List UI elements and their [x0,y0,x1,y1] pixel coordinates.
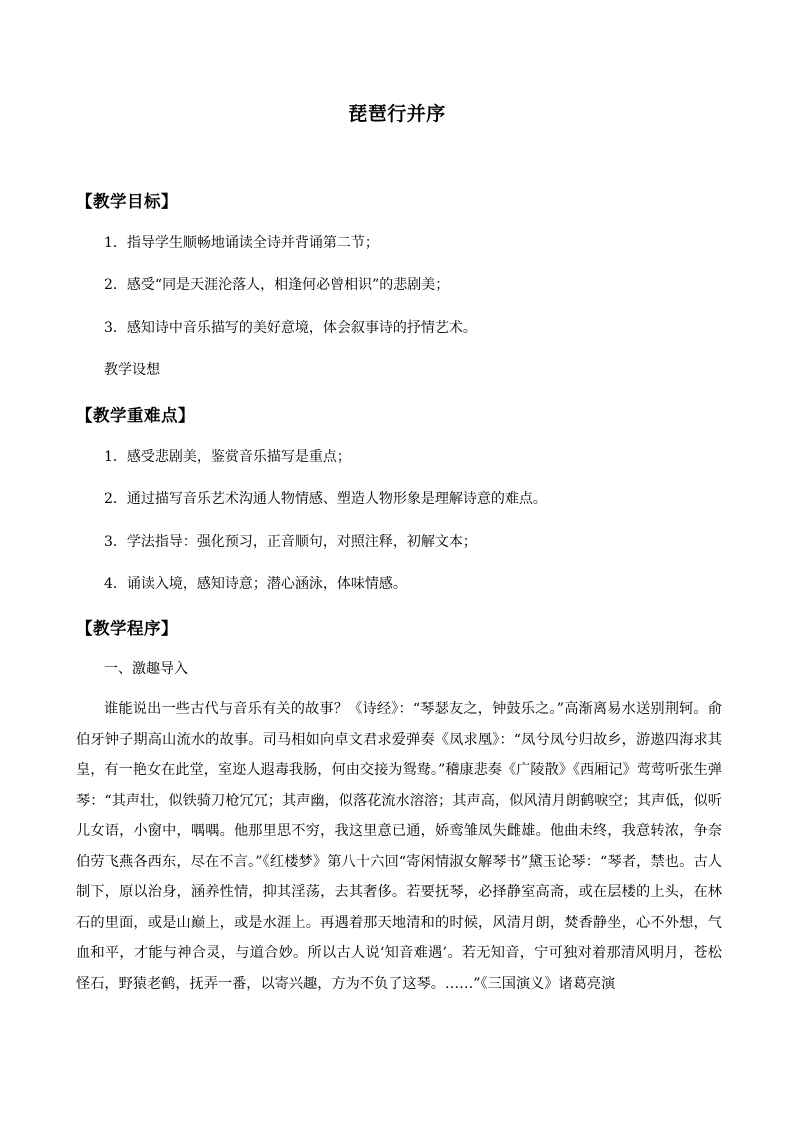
key-point-item-1: 1．感受悲剧美，鉴赏音乐描写是重点； [104,449,351,465]
section-heading-key-points: 【教学重难点】 [76,406,195,425]
goal-item-1: 1．指导学生顺畅地诵读全诗并背诵第二节； [104,235,379,251]
procedure-step-1: 一、激趣导入 [104,661,188,677]
intro-paragraph: 谁能说出一些古代与音乐有关的故事？《诗经》：“琴瑟友之，钟鼓乐之。”高渐离易水送别荆轲。俞伯牙钟子期高山流水的故事。司马相如向卓文君求爱弹奏《凤求凰》：“凤兮凤兮归故乡，游遨四海求其皇，有一艳女在此堂，室迩人遐毒我肠，何由交接为鸳鸯。”稽康悲奏《广陵散》《西厢记》莺莺听张生弹琴：“其声壮，似铁骑刀枪冗冗；其声幽，似落花流水溶溶；其声高，似风清月朗鹤唳空；其声低，似听儿女语，小窗中，喁喁。他那里思不穷，我这里意已通，娇鸾雏凤失雌雄。他曲未终，我意转浓，争奈伯劳飞燕各西东，尽在不言。”《红楼梦》第八十六回“寄闲情淑女解琴书”黛玉论琴：“琴者，禁也。古人制下，原以治身，涵养性情，抑其淫荡，去其奢侈。若要抚琴，必择静室高斋，或在层楼的上头，在林石的里面，或是山巅上，或是水涯上。再遇着那天地清和的时候，风清月朗，焚香静坐，心不外想，气血和平，才能与神合灵，与道合妙。所以古人说‘知音难遇’。若无知音，宁可独对着那清风明月，苍松怪石，野猿老鹤，抚弄一番，以寄兴趣，方为不负了这琴。……”《三国演义》诸葛亮演 [76,701,722,992]
key-point-item-3: 3．学法指导：强化预习，正音顺句，对照注释，初解文本； [104,534,477,550]
teaching-concept-label: 教学设想 [104,362,160,378]
key-point-item-4: 4．诵读入境，感知诗意；潜心涵泳，体味情感。 [104,576,407,592]
goal-item-2: 2．感受“同是天涯沦落人，相逢何必曾相识”的悲剧美； [104,277,450,293]
section-heading-teaching-goals: 【教学目标】 [76,192,178,211]
key-point-item-2: 2．通过描写音乐艺术沟通人物情感、塑造人物形象是理解诗意的难点。 [104,491,547,507]
document-title: 琵琶行并序 [348,103,446,125]
section-heading-procedure: 【教学程序】 [76,619,178,638]
goal-item-3: 3．感知诗中音乐描写的美好意境，体会叙事诗的抒情艺术。 [104,320,477,336]
